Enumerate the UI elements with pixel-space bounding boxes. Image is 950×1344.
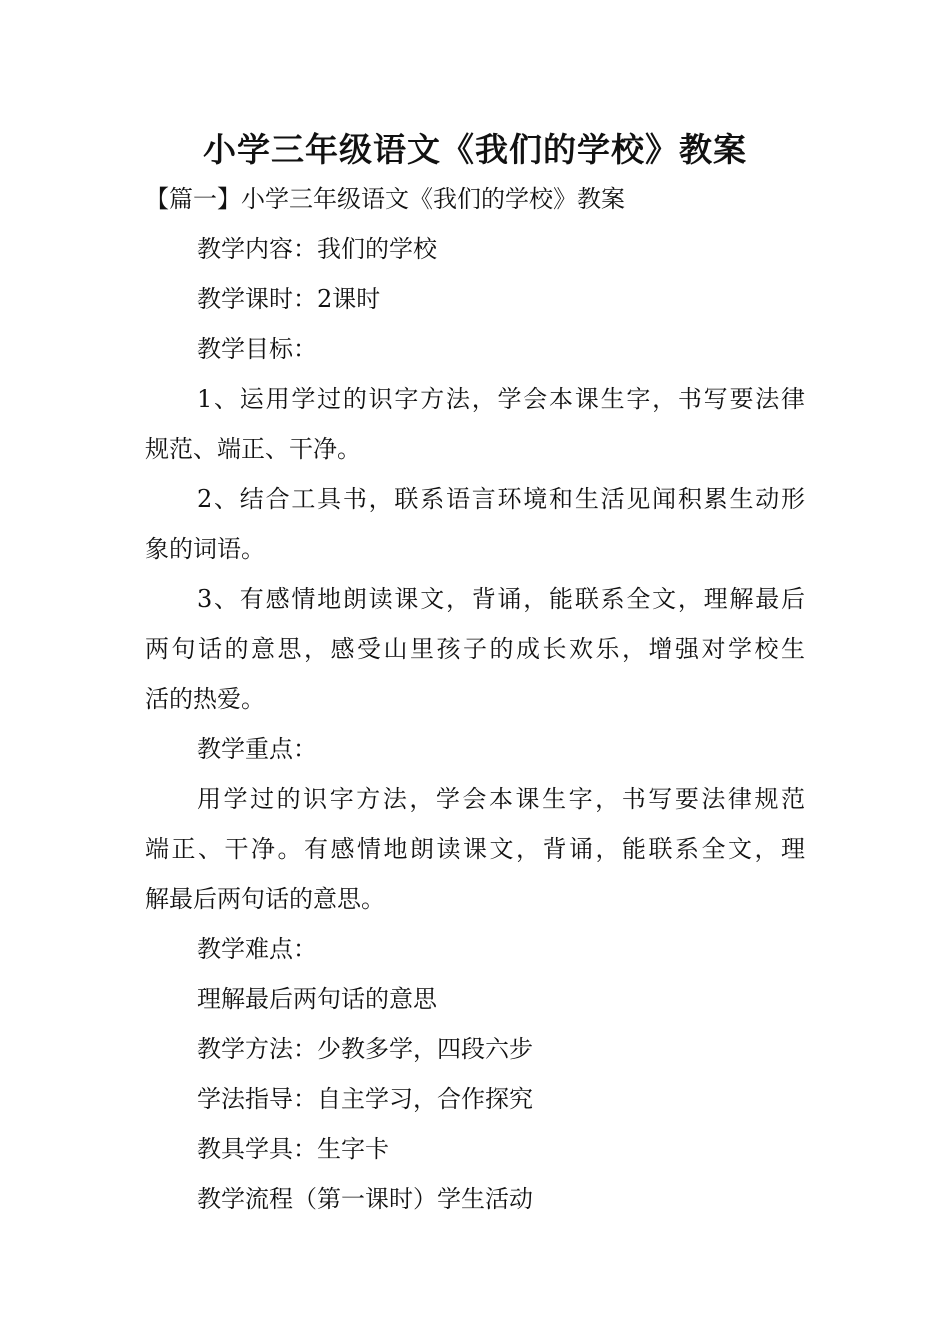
paragraph-line: 3、有感情地朗读课文，背诵，能联系全文，理解最后 bbox=[197, 585, 805, 613]
paragraph-line: 1、运用学过的识字方法，学会本课生字，书写要法律 bbox=[197, 385, 805, 413]
paragraph-line: 用学过的识字方法，学会本课生字，书写要法律规范 bbox=[197, 785, 805, 813]
paragraph-line: 教学流程（第一课时）学生活动 bbox=[197, 1185, 533, 1213]
paragraph-line: 教学方法：少教多学，四段六步 bbox=[197, 1035, 533, 1063]
paragraph-line: 教学目标： bbox=[197, 335, 317, 363]
paragraph-line: 教学难点： bbox=[197, 935, 317, 963]
section-heading: 【篇一】小学三年级语文《我们的学校》教案 bbox=[145, 185, 625, 213]
paragraph-line: 教具学具：生字卡 bbox=[197, 1135, 389, 1163]
paragraph-line: 学法指导：自主学习，合作探究 bbox=[197, 1085, 533, 1113]
paragraph-line: 教学内容：我们的学校 bbox=[197, 235, 437, 263]
paragraph-line: 活的热爱。 bbox=[145, 685, 265, 713]
paragraph-line: 两句话的意思，感受山里孩子的成长欢乐，增强对学校生 bbox=[145, 635, 805, 663]
paragraph-line: 象的词语。 bbox=[145, 535, 265, 563]
paragraph-line: 教学重点： bbox=[197, 735, 317, 763]
paragraph-line: 端正、干净。有感情地朗读课文，背诵，能联系全文，理 bbox=[145, 835, 805, 863]
paragraph-line: 理解最后两句话的意思 bbox=[197, 985, 437, 1013]
paragraph-line: 教学课时：2课时 bbox=[197, 285, 381, 313]
paragraph-line: 规范、端正、干净。 bbox=[145, 435, 361, 463]
document-title: 小学三年级语文《我们的学校》教案 bbox=[203, 130, 747, 169]
paragraph-line: 2、结合工具书，联系语言环境和生活见闻积累生动形 bbox=[197, 485, 805, 513]
paragraph-line: 解最后两句话的意思。 bbox=[145, 885, 385, 913]
